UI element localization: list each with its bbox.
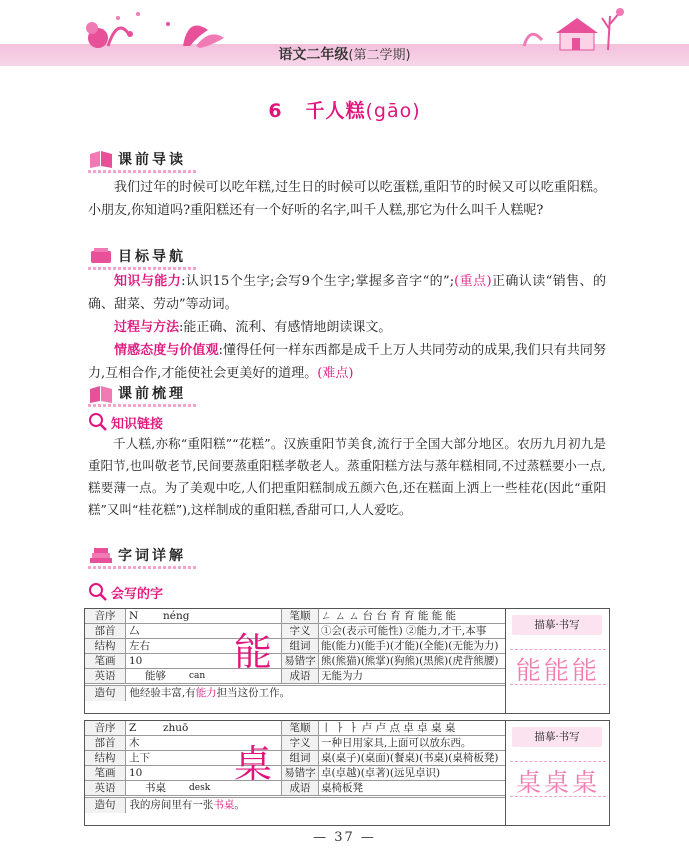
trace-characters: 能能能 xyxy=(515,656,600,685)
char-row xyxy=(85,766,505,781)
magnifier-icon xyxy=(88,412,108,432)
label-zaoju: 造句 xyxy=(85,798,126,813)
label-zaoju: 造句 xyxy=(85,686,126,701)
label-ziyi: 字义 xyxy=(281,624,319,638)
sentence-highlight: 能力 xyxy=(195,687,217,699)
big-character: 桌 xyxy=(233,742,272,786)
char-row xyxy=(85,639,505,654)
section-review-label: 课前梳理 xyxy=(118,386,186,402)
char-row xyxy=(85,781,505,796)
char-row xyxy=(85,609,505,624)
char-english: desk xyxy=(189,783,211,793)
char-stroke-count: 10 xyxy=(129,655,143,667)
trace-box xyxy=(505,609,610,713)
goal-knowledge-label: 知识与能力 xyxy=(114,274,182,289)
char-meaning: 一种日用家具,上面可以放东西。 xyxy=(321,737,472,749)
label-zuci: 组词 xyxy=(281,751,319,765)
label-jiegou: 结构 xyxy=(85,639,126,653)
char-card xyxy=(84,608,610,714)
books-stack-icon xyxy=(88,544,114,566)
goal-knowledge xyxy=(88,270,606,316)
label-zuci: 组词 xyxy=(281,639,319,653)
difficulty-badge: (难点) xyxy=(317,366,354,381)
char-confusable: 卓(卓越)(卓著)(远见卓识) xyxy=(321,767,441,779)
char-words: 能(能力)(能手)(才能)(全能)(无能为力) xyxy=(321,640,499,652)
section-words-heading xyxy=(88,544,186,566)
section-goals-heading xyxy=(88,245,186,267)
char-meaning: ①会(表示可能性) ②能力,才干,本事 xyxy=(321,625,487,637)
label-yingyu: 英语 xyxy=(85,669,126,683)
page-header xyxy=(0,0,689,80)
label-chengyu: 成语 xyxy=(281,669,319,683)
goal-knowledge-text: :认识15个生字;会写9个生字;掌握多音字“的”; xyxy=(181,274,455,289)
section-intro-heading xyxy=(88,148,186,170)
char-yinxu: N xyxy=(129,610,139,622)
char-stroke-count: 10 xyxy=(129,767,143,779)
lesson-pinyin: (gāo) xyxy=(365,100,421,122)
goal-knowledge-text-2: 正确认读“销售、的确、甜菜、劳动”等动词。 xyxy=(88,274,606,312)
sentence-text-end: 。 xyxy=(234,799,245,811)
section-goals-label: 目标导航 xyxy=(118,249,186,265)
char-stroke-order: ㄥ ㄙ ㄙ 台 台 育 育 能 能 能 xyxy=(321,610,457,622)
trace-box xyxy=(505,721,610,825)
trace-title: 描摹·书写 xyxy=(512,727,602,747)
sentence-text-end: 担当这份工作。 xyxy=(216,687,291,699)
label-bushou: 部首 xyxy=(85,736,126,750)
char-yinxu: Z xyxy=(129,722,137,734)
goal-attitude-label: 情感态度与价值观 xyxy=(114,343,219,358)
section-words-label: 字词详解 xyxy=(118,548,186,564)
page-number: — 37 — xyxy=(313,830,376,845)
char-pinyin: néng xyxy=(163,610,190,622)
label-yingyu: 英语 xyxy=(85,781,126,795)
goal-attitude xyxy=(88,339,606,385)
writing-chars-heading xyxy=(88,582,163,602)
char-sentence-row xyxy=(85,797,505,813)
book-title xyxy=(0,44,689,66)
char-structure: 上下 xyxy=(129,752,150,764)
lesson-title xyxy=(0,96,689,123)
goal-process xyxy=(88,316,606,339)
key-point-badge: (重点) xyxy=(454,274,492,289)
label-bishun: 笔顺 xyxy=(281,721,319,735)
char-sentence-row xyxy=(85,685,505,701)
lesson-number: 6 xyxy=(268,100,283,122)
writing-chars-label: 会写的字 xyxy=(111,586,164,602)
char-pinyin: zhuō xyxy=(163,722,189,734)
section-review-heading xyxy=(88,382,186,404)
char-row xyxy=(85,721,505,736)
book-icon xyxy=(88,382,114,404)
label-bishun: 笔顺 xyxy=(281,609,319,623)
knowledge-link-label: 知识链接 xyxy=(111,416,164,432)
book-term: (第二学期) xyxy=(348,48,411,63)
char-english-word: 能够 xyxy=(145,670,166,682)
knowledge-text: 千人糕,亦称“重阳糕”“花糕”。汉族重阳节美食,流行于全国大部分地区。农历九月初九是重阳节,也叫敬老节,民间要蒸重阳糕孝敬老人。蒸重阳糕方法与蒸年糕相同,不过蒸糕要小一点,糕要薄一点。为了美观中吃,人们把重阳糕制成五颜六色,还在糕面上洒上一些桂花(因此“重阳糕”又叫“桂花糕”),这样制成的重阳糕,香甜可口,人人爱吃。 xyxy=(88,436,606,517)
label-jiegou: 结构 xyxy=(85,751,126,765)
char-row xyxy=(85,751,505,766)
label-chengyu: 成语 xyxy=(281,781,319,795)
goal-process-text: :能正确、流利、有感情地朗读课文。 xyxy=(179,320,392,335)
knowledge-paragraph xyxy=(88,433,606,521)
intro-text: 我们过年的时候可以吃年糕,过生日的时候可以吃蛋糕,重阳节的时候又可以吃重阳糕。小朋友,你知道吗?重阳糕还有一个好听的名字,叫千人糕,那它为什么叫千人糕呢? xyxy=(88,180,606,218)
goals-block xyxy=(88,270,606,385)
book-icon xyxy=(88,148,114,170)
char-row xyxy=(85,736,505,751)
char-idiom: 桌椅板凳 xyxy=(321,782,363,794)
trace-title: 描摹·书写 xyxy=(512,615,602,635)
label-yicuozi: 易错字 xyxy=(281,654,319,668)
char-english: can xyxy=(189,671,206,681)
heading-underline xyxy=(88,404,198,407)
label-yinxu: 音序 xyxy=(85,609,126,623)
sentence-text: 他经验丰富,有 xyxy=(129,687,196,699)
magnifier-icon xyxy=(88,582,108,602)
char-stroke-order: 丨 ㅏ ㅏ 卢 卢 点 卓 卓 桌 桌 xyxy=(321,722,456,734)
trace-characters: 桌桌桌 xyxy=(515,768,600,797)
char-idiom: 无能为力 xyxy=(321,670,363,682)
char-radical: 厶 xyxy=(129,625,140,637)
label-bihua: 笔画 xyxy=(85,766,126,780)
knowledge-link-heading xyxy=(88,412,163,432)
section-intro-label: 课前导读 xyxy=(118,152,186,168)
char-radical: 木 xyxy=(129,737,140,749)
goal-process-label: 过程与方法 xyxy=(114,320,180,335)
char-words: 桌(桌子)(桌面)(餐桌)(书桌)(桌椅板凳) xyxy=(321,752,499,764)
heading-underline xyxy=(88,170,198,173)
book-subject: 语文二年级 xyxy=(278,47,349,63)
label-yinxu: 音序 xyxy=(85,721,126,735)
char-row xyxy=(85,624,505,639)
sentence-text: 我的房间里有一张 xyxy=(129,799,214,811)
char-row xyxy=(85,654,505,669)
label-bushou: 部首 xyxy=(85,624,126,638)
label-ziyi: 字义 xyxy=(281,736,319,750)
char-structure: 左右 xyxy=(129,640,150,652)
heading-underline xyxy=(88,566,198,569)
char-card xyxy=(84,720,610,826)
label-bihua: 笔画 xyxy=(85,654,126,668)
big-character: 能 xyxy=(233,630,272,674)
book-icon xyxy=(88,245,114,267)
label-yicuozi: 易错字 xyxy=(281,766,319,780)
sentence-highlight: 书桌 xyxy=(213,799,235,811)
lesson-name: 千人糕 xyxy=(305,100,366,122)
goal-attitude-text: :懂得任何一样东西都是成千上万人共同劳动的成果,我们只有共同努力,互相合作,才能使社会更美好的道理。 xyxy=(88,343,606,381)
char-english-word: 书桌 xyxy=(145,782,166,794)
intro-paragraph xyxy=(88,176,606,222)
char-row xyxy=(85,669,505,684)
char-confusable: 熊(熊猫)(熊掌)(狗熊)(黑熊)(虎背熊腰) xyxy=(321,655,499,667)
